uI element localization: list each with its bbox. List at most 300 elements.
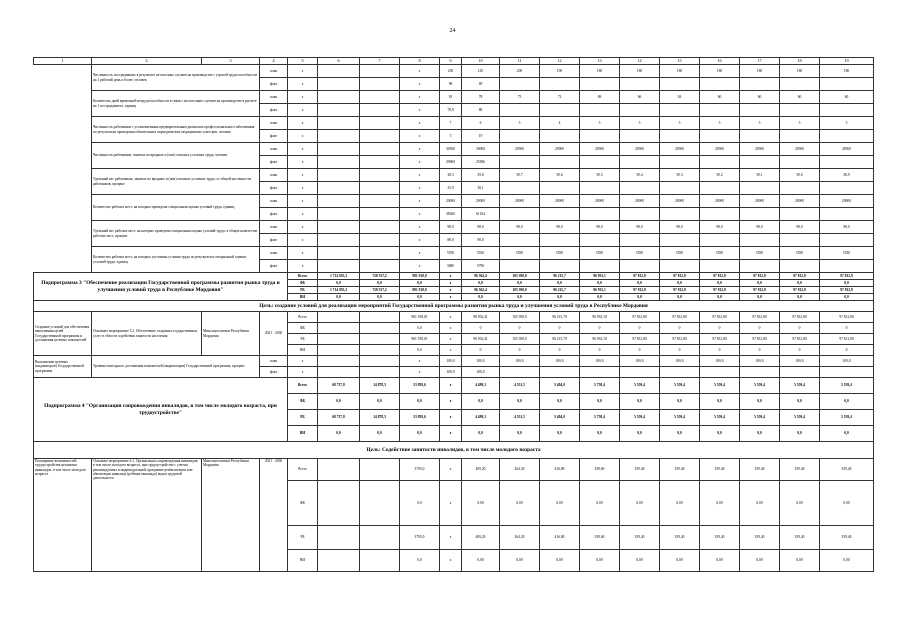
column-header: 5 bbox=[288, 58, 318, 65]
value-cell: РБ bbox=[288, 334, 318, 345]
value-cell bbox=[318, 78, 360, 91]
value-cell: 28500 bbox=[620, 143, 660, 156]
value-cell bbox=[660, 104, 700, 117]
value-cell: 981 918,01 bbox=[400, 312, 440, 323]
value-cell: 97 812,80 bbox=[660, 334, 700, 345]
value-cell: 97 812,80 bbox=[660, 312, 700, 323]
value-cell: 105 390,0 bbox=[500, 287, 540, 294]
value-cell: 96 502,41 bbox=[462, 312, 500, 323]
value-cell: 98,0 bbox=[580, 221, 620, 234]
value-cell: x bbox=[400, 143, 440, 156]
value-cell: 0,0 bbox=[500, 280, 540, 287]
value-cell: 5 559,4 bbox=[740, 410, 780, 426]
value-cell: x bbox=[440, 459, 462, 481]
value-cell: 0,0 bbox=[500, 394, 540, 410]
value-cell: 38366 bbox=[440, 208, 462, 221]
value-cell: 0 bbox=[462, 323, 500, 334]
value-cell: 97 812,8 bbox=[740, 273, 780, 280]
value-cell: 0,0 bbox=[740, 426, 780, 442]
value-cell: 96 562,4 bbox=[462, 273, 500, 280]
value-cell: 359,40 bbox=[660, 526, 700, 550]
value-cell bbox=[780, 208, 820, 221]
value-cell bbox=[360, 459, 400, 481]
value-cell bbox=[540, 260, 580, 273]
value-cell: 98,0 bbox=[700, 221, 740, 234]
value-cell: 100,0 bbox=[500, 356, 540, 367]
value-cell: 100,0 bbox=[700, 356, 740, 367]
value-cell bbox=[660, 260, 700, 273]
column-header: 16 bbox=[700, 58, 740, 65]
column-header: 9 bbox=[440, 58, 462, 65]
goal-heading: Цель: создание условий для реализации мероприятий Государственной программы развития рынка труда и улучшения условий труда в Республике Мордовия bbox=[34, 301, 874, 312]
value-cell: 3 bbox=[620, 117, 660, 130]
value-cell: 0,0 bbox=[660, 280, 700, 287]
value-cell bbox=[360, 356, 400, 367]
value-cell: 72 bbox=[540, 91, 580, 104]
value-cell: 61164 bbox=[462, 208, 500, 221]
value-cell: 97 812,80 bbox=[740, 334, 780, 345]
value-cell bbox=[318, 247, 360, 260]
value-cell: 60 bbox=[700, 91, 740, 104]
value-cell bbox=[700, 104, 740, 117]
value-cell bbox=[360, 91, 400, 104]
value-cell: ФБ bbox=[288, 280, 318, 287]
value-cell: 97 812,80 bbox=[740, 312, 780, 323]
value-cell: 60 bbox=[740, 91, 780, 104]
value-cell: 14 878,3 bbox=[360, 410, 400, 426]
value-cell: 3680 bbox=[440, 260, 462, 273]
value-cell: 728 537,2 bbox=[360, 273, 400, 280]
value-cell: x bbox=[288, 221, 318, 234]
value-cell: 210 bbox=[462, 65, 500, 78]
value-cell: 96 215,70 bbox=[540, 334, 580, 345]
value-cell: 29000 bbox=[440, 195, 462, 208]
goal-heading: Цель: Содействие занятости инвалидов, в том числе молодого возраста bbox=[34, 442, 874, 459]
value-cell bbox=[360, 117, 400, 130]
value-cell bbox=[700, 78, 740, 91]
value-cell: 81 bbox=[440, 91, 462, 104]
value-cell: 68 737,8 bbox=[318, 410, 360, 426]
value-cell bbox=[318, 260, 360, 273]
value-cell bbox=[360, 143, 400, 156]
value-cell: х bbox=[440, 526, 462, 550]
value-cell: 30000 bbox=[462, 143, 500, 156]
value-cell: х bbox=[440, 334, 462, 345]
indicator-name: Численность работников, занятых во вредных и (или) опасных условиях труда, человек bbox=[92, 143, 260, 169]
value-cell: 69 bbox=[580, 91, 620, 104]
value-cell bbox=[780, 130, 820, 143]
indicator-name: Количество дней временной нетрудоспособности в связи с несчастным случаем на производстве в расчете на 1 пострадавшего, единиц bbox=[92, 91, 260, 117]
value-cell: 53 859,6 bbox=[400, 378, 440, 394]
value-cell bbox=[318, 117, 360, 130]
value-cell: 60 bbox=[820, 91, 874, 104]
column-header: 17 bbox=[740, 58, 780, 65]
indicator-row bbox=[34, 247, 874, 260]
value-cell: 180 bbox=[580, 65, 620, 78]
value-cell: 75 bbox=[500, 91, 540, 104]
value-cell: факт bbox=[260, 234, 288, 247]
value-cell: 7 bbox=[440, 117, 462, 130]
value-cell: 5 559,4 bbox=[820, 378, 874, 394]
value-cell bbox=[620, 208, 660, 221]
value-cell: 98,0 bbox=[620, 221, 660, 234]
value-cell bbox=[500, 367, 540, 378]
value-cell bbox=[360, 260, 400, 273]
page-number: 24 bbox=[449, 28, 456, 34]
column-header: 14 bbox=[620, 58, 660, 65]
value-cell: 3 bbox=[580, 117, 620, 130]
value-cell: 0,0 bbox=[660, 394, 700, 410]
value-cell bbox=[700, 367, 740, 378]
value-cell bbox=[620, 78, 660, 91]
value-cell: 53 859,6 bbox=[400, 410, 440, 426]
value-cell: 39,6 bbox=[540, 169, 580, 182]
value-cell: х bbox=[400, 104, 440, 117]
value-cell: 0 bbox=[700, 323, 740, 334]
value-cell: 97 812,80 bbox=[620, 334, 660, 345]
value-cell: 0,0 bbox=[580, 394, 620, 410]
value-cell: 0,0 bbox=[400, 323, 440, 334]
value-cell: x bbox=[288, 91, 318, 104]
value-cell: 0,00 bbox=[540, 550, 580, 572]
value-cell: 5 559,4 bbox=[700, 410, 740, 426]
value-cell: 190 bbox=[540, 65, 580, 78]
value-cell: 100,0 bbox=[580, 356, 620, 367]
value-cell: 96 933,1 bbox=[580, 287, 620, 294]
value-cell bbox=[780, 234, 820, 247]
value-cell: 69 bbox=[462, 78, 500, 91]
value-cell: x bbox=[288, 117, 318, 130]
value-cell bbox=[318, 481, 360, 526]
value-cell: 98,0 bbox=[440, 221, 462, 234]
value-cell: x bbox=[288, 367, 318, 378]
value-cell: 0,0 bbox=[360, 426, 400, 442]
value-cell bbox=[360, 334, 400, 345]
value-cell: 35,9 bbox=[440, 182, 462, 195]
value-cell: 28500 bbox=[780, 143, 820, 156]
column-header: 3 bbox=[202, 58, 260, 65]
value-cell bbox=[360, 323, 400, 334]
value-cell: 97 812,8 bbox=[620, 273, 660, 280]
value-cell: 359,40 bbox=[780, 526, 820, 550]
value-cell: 0,0 bbox=[318, 426, 360, 442]
value-cell: 0,0 bbox=[620, 394, 660, 410]
value-cell: 100,0 bbox=[620, 356, 660, 367]
value-cell: 100,0 bbox=[440, 367, 462, 378]
value-cell: x bbox=[400, 169, 440, 182]
value-cell: 0,0 bbox=[700, 280, 740, 287]
value-cell: 28500 bbox=[820, 143, 874, 156]
value-cell: 39,7 bbox=[500, 169, 540, 182]
value-cell bbox=[620, 367, 660, 378]
value-cell: 0 bbox=[580, 345, 620, 356]
value-cell: 416,80 bbox=[540, 526, 580, 550]
value-cell: 5 494,0 bbox=[540, 410, 580, 426]
value-cell: 5 758,4 bbox=[580, 378, 620, 394]
value-cell: 0,00 bbox=[660, 550, 700, 572]
value-cell: 1 714 055,2 bbox=[318, 287, 360, 294]
column-header: 12 bbox=[540, 58, 580, 65]
value-cell: х bbox=[440, 410, 462, 426]
value-cell: 5550 bbox=[740, 247, 780, 260]
value-cell: 29000 bbox=[540, 143, 580, 156]
value-cell: 180 bbox=[660, 65, 700, 78]
indicator-row bbox=[34, 169, 874, 182]
value-cell: 5 494,0 bbox=[540, 378, 580, 394]
value-cell: x bbox=[288, 156, 318, 169]
value-cell: 0,0 bbox=[580, 426, 620, 442]
value-cell bbox=[318, 130, 360, 143]
value-cell: 28500 bbox=[700, 143, 740, 156]
value-cell: 98 bbox=[440, 78, 462, 91]
value-cell: 359,40 bbox=[620, 526, 660, 550]
value-cell: 5790 bbox=[462, 260, 500, 273]
value-cell: 0,00 bbox=[620, 550, 660, 572]
value-cell: 96 215,7 bbox=[540, 287, 580, 294]
value-cell: план bbox=[260, 221, 288, 234]
value-cell: 98,0 bbox=[500, 221, 540, 234]
value-cell: 0,0 bbox=[500, 294, 540, 301]
value-cell: 5 758,4 bbox=[580, 410, 620, 426]
value-cell: 97 812,8 bbox=[620, 287, 660, 294]
value-cell: x bbox=[400, 356, 440, 367]
value-cell: Всего bbox=[288, 459, 318, 481]
value-cell: 264,30 bbox=[500, 459, 540, 481]
value-cell: 68 737,8 bbox=[318, 378, 360, 394]
value-cell bbox=[540, 234, 580, 247]
value-cell bbox=[700, 130, 740, 143]
value-cell bbox=[620, 234, 660, 247]
value-cell: х bbox=[400, 156, 440, 169]
value-cell: 0,0 bbox=[400, 394, 440, 410]
value-cell: 80 bbox=[462, 104, 500, 117]
value-cell: 4 499,3 bbox=[462, 410, 500, 426]
value-cell: 97 812,8 bbox=[700, 273, 740, 280]
value-cell bbox=[360, 169, 400, 182]
value-cell: 0,0 bbox=[360, 294, 400, 301]
value-cell: факт bbox=[260, 130, 288, 143]
value-cell: x bbox=[288, 104, 318, 117]
value-cell: 0,0 bbox=[580, 280, 620, 287]
value-cell: 98,0 bbox=[780, 221, 820, 234]
value-cell: 0,0 bbox=[740, 294, 780, 301]
value-cell: 105 390,0 bbox=[500, 273, 540, 280]
value-cell: 0,0 bbox=[360, 394, 400, 410]
value-cell bbox=[780, 104, 820, 117]
value-cell bbox=[500, 182, 540, 195]
value-cell bbox=[318, 182, 360, 195]
value-cell: 359,40 bbox=[820, 526, 874, 550]
value-cell: 0,00 bbox=[740, 550, 780, 572]
column-header: 13 bbox=[580, 58, 620, 65]
value-cell: 0,0 bbox=[660, 294, 700, 301]
value-cell bbox=[360, 247, 400, 260]
value-cell bbox=[360, 367, 400, 378]
value-cell bbox=[360, 312, 400, 323]
indicator-row bbox=[34, 221, 874, 234]
value-cell: 416,80 bbox=[540, 459, 580, 481]
value-cell bbox=[318, 356, 360, 367]
value-cell: x bbox=[400, 65, 440, 78]
value-cell bbox=[740, 156, 780, 169]
value-cell: план bbox=[260, 195, 288, 208]
value-cell: 0,0 bbox=[780, 280, 820, 287]
value-cell: 97 812,8 bbox=[700, 287, 740, 294]
value-cell: x bbox=[440, 312, 462, 323]
value-cell bbox=[540, 130, 580, 143]
value-cell: 0,0 bbox=[400, 294, 440, 301]
value-cell: 0 bbox=[620, 323, 660, 334]
value-cell: 5550 bbox=[462, 247, 500, 260]
value-cell bbox=[820, 234, 874, 247]
value-cell: 230 bbox=[440, 65, 462, 78]
value-cell: 359,40 bbox=[620, 459, 660, 481]
value-cell bbox=[780, 182, 820, 195]
value-cell: 3 bbox=[780, 117, 820, 130]
value-cell: 0,00 bbox=[780, 550, 820, 572]
value-cell: 180 bbox=[740, 65, 780, 78]
value-cell: 1 714 055,2 bbox=[318, 273, 360, 280]
value-cell bbox=[740, 104, 780, 117]
value-cell bbox=[318, 156, 360, 169]
value-cell: ВИ bbox=[288, 345, 318, 356]
value-cell: 98,0 bbox=[540, 221, 580, 234]
value-cell bbox=[318, 104, 360, 117]
value-cell: 5550 bbox=[580, 247, 620, 260]
value-cell: 0,00 bbox=[700, 550, 740, 572]
value-cell: 19 bbox=[462, 130, 500, 143]
value-cell: 97 812,8 bbox=[820, 287, 874, 294]
value-cell: 29000 bbox=[820, 195, 874, 208]
value-cell: x bbox=[288, 195, 318, 208]
value-cell: 100,0 bbox=[660, 356, 700, 367]
value-cell bbox=[500, 78, 540, 91]
value-cell: 97 812,8 bbox=[660, 273, 700, 280]
value-cell: 38,1 bbox=[462, 182, 500, 195]
value-cell bbox=[620, 104, 660, 117]
value-cell: x bbox=[288, 182, 318, 195]
value-cell: 5550 bbox=[660, 247, 700, 260]
value-cell: 88,0 bbox=[440, 234, 462, 247]
value-cell: 0 bbox=[780, 323, 820, 334]
value-cell: факт bbox=[260, 367, 288, 378]
value-cell bbox=[360, 182, 400, 195]
value-cell bbox=[700, 208, 740, 221]
value-cell: х bbox=[440, 280, 462, 287]
value-cell: 5 559,4 bbox=[780, 410, 820, 426]
column-header: 7 bbox=[360, 58, 400, 65]
value-cell: х bbox=[400, 182, 440, 195]
value-cell: x bbox=[288, 169, 318, 182]
value-cell: 38,3 bbox=[440, 169, 462, 182]
value-cell: 96 933,10 bbox=[580, 334, 620, 345]
value-cell bbox=[580, 156, 620, 169]
value-cell: 180 bbox=[780, 65, 820, 78]
value-cell bbox=[580, 234, 620, 247]
value-cell: 0,0 bbox=[400, 426, 440, 442]
empty-cell bbox=[34, 65, 92, 273]
value-cell: х bbox=[440, 550, 462, 572]
value-cell bbox=[780, 367, 820, 378]
value-cell: 728 537,2 bbox=[360, 287, 400, 294]
program-table-wrapper bbox=[33, 57, 873, 572]
value-cell bbox=[318, 334, 360, 345]
value-cell: 5 559,4 bbox=[620, 378, 660, 394]
value-cell bbox=[540, 78, 580, 91]
value-cell: 0,0 bbox=[400, 345, 440, 356]
value-cell: 0,00 bbox=[580, 481, 620, 526]
value-cell: 200 bbox=[500, 65, 540, 78]
value-cell bbox=[660, 78, 700, 91]
value-cell: 359,40 bbox=[780, 459, 820, 481]
value-cell: 0 bbox=[740, 323, 780, 334]
value-cell bbox=[620, 182, 660, 195]
value-cell: факт bbox=[260, 78, 288, 91]
value-cell: 0,0 bbox=[540, 426, 580, 442]
value-cell: 0,00 bbox=[540, 481, 580, 526]
value-cell: 29000 bbox=[780, 195, 820, 208]
value-cell: Всего bbox=[288, 273, 318, 280]
value-cell: 180 bbox=[820, 65, 874, 78]
indicator-name: Удельный вес работников, занятых во вредных и (или) опасных условиях труда, от общей численности работников, процент bbox=[92, 169, 260, 195]
measure-period: 2021 - 2030 bbox=[260, 312, 288, 356]
value-cell: 0,0 bbox=[462, 280, 500, 287]
indicator-name: Уровень ежегодного достижения показателей (индикаторов) Государственной программы, процент bbox=[92, 356, 260, 378]
value-cell: 981 918,0 bbox=[400, 287, 440, 294]
value-cell: x bbox=[400, 195, 440, 208]
value-cell: 5550 bbox=[620, 247, 660, 260]
value-cell: 0,0 bbox=[700, 294, 740, 301]
value-cell: 5550 bbox=[540, 247, 580, 260]
indicator-name: Удельный вес рабочих мест, на которых проведена специальная оценка условий труда, в общем количестве рабочих мест, процент bbox=[92, 221, 260, 247]
value-cell: 100,0 bbox=[462, 367, 500, 378]
value-cell: 0,0 bbox=[820, 394, 874, 410]
value-cell bbox=[780, 78, 820, 91]
value-cell: 5 559,4 bbox=[740, 378, 780, 394]
value-cell: факт bbox=[260, 208, 288, 221]
value-cell: x bbox=[400, 247, 440, 260]
value-cell: 39,5 bbox=[580, 169, 620, 182]
value-cell bbox=[740, 367, 780, 378]
value-cell: 0,0 bbox=[400, 280, 440, 287]
value-cell: 96 933,10 bbox=[580, 312, 620, 323]
indicator-row bbox=[34, 91, 874, 104]
value-cell: 0,0 bbox=[400, 550, 440, 572]
value-cell bbox=[660, 156, 700, 169]
value-cell: 4 bbox=[540, 117, 580, 130]
value-cell: 98,0 bbox=[462, 234, 500, 247]
value-cell bbox=[360, 221, 400, 234]
value-cell bbox=[318, 234, 360, 247]
value-cell: 3 bbox=[820, 117, 874, 130]
value-cell bbox=[318, 526, 360, 550]
column-header: 11 bbox=[500, 58, 540, 65]
value-cell bbox=[620, 260, 660, 273]
value-cell: 981 918,01 bbox=[400, 334, 440, 345]
goal-row bbox=[34, 301, 874, 312]
value-cell: 409,20 bbox=[462, 526, 500, 550]
measure-name: Основное мероприятие 3.2. Обеспечение создания государственных услуг в области содействия занятости населения bbox=[92, 312, 202, 356]
value-cell: РБ bbox=[288, 287, 318, 294]
value-cell: 97 812,8 bbox=[660, 287, 700, 294]
value-cell: 359,40 bbox=[820, 459, 874, 481]
value-cell: 5550 bbox=[500, 247, 540, 260]
value-cell: 100,0 bbox=[462, 356, 500, 367]
goal-row bbox=[34, 442, 874, 459]
value-cell: 0,0 bbox=[740, 280, 780, 287]
value-cell: 96 502,41 bbox=[462, 334, 500, 345]
value-cell bbox=[780, 156, 820, 169]
